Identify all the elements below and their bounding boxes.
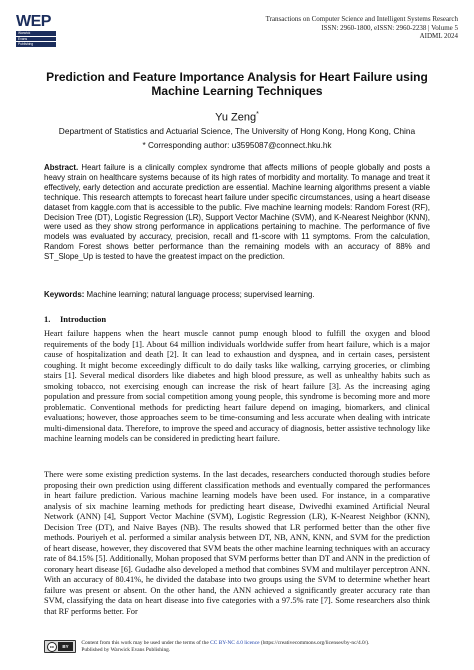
author-affiliation: Department of Statistics and Actuarial Science, The University of Hong Kong, Hong Kong, China [58,126,416,136]
intro-paragraph-2: There were some existing prediction systems. In the last decades, researchers conducted thorough studies before proposing their own prediction using different classification methods and eventually compared the performances in heart failure prediction. Various machine learning models have been used. For instance, in a comparative analysis of six machine learning methods for predicting heart disease, Dwivedhi examined Artificial Neural Network (ANN) [4], Support Vector Machine (SVM), Logistic Regression (LR), K-Nearest Neighbor (KNN), Decision Tree (DT), and Naive Bayes (NB). The results showed that LR performed better than the other five methods. Pouriyeh et al. performed a similar analysis between DT, NB, ANN, KNN, and SVM for the prediction of heart disease, however, they discovered that SVM beats the other machine learning techniques with an accuracy rate of 84.15% [5]. Additionally, Mohan proposed that SVM performs better than DT and ANN in the prediction of coronary heart disease [6]. Gudadhe also developed a method that combines SVM and multilayer perceptron ANN. With an accuracy of 80.41%, he divided the database into two groups using the SVM to determine whether heart failure was present or absent. On the other hand, the ANN achieved a significantly greater accuracy rate than SVM, classifying the data on heart disease into five categories with a 97.5% rate [7]. Some researchers also think that RF performs better. For [44,470,430,616]
abstract-text: Heart failure is a clinically complex syndrome that affects millions of people globally and posts a heavy strain on healthcare systems because of its high rates of morbidity and mortality. To manage and treat it effectively, early detection and accurate prediction are essential. Machine learning algorithms present a viable technique. This research attempts to forecast heart failure under specific circumstances, using a heart disease dataset from kaggle.com that is accessible to the public. Five machine learning models: Random Forest (RF), Decision Tree (DT), Logistic Regression (LR), Support Vector Machine (SVM), and K-Nearest Neighbor (KNN), were used as they show strong performance in applications pertaining to machine. The performance of five models was evaluated by accuracy, precision, recall and f1-score with 11 symptoms. From the calculation, Random Forest shows better performance than the remaining models with an accuracy of 88% and ST_Slope_Up is tested to have the greatest impact on the prediction. [44,163,430,262]
author-line [0,108,474,125]
intro-paragraph-1: Heart failure happens when the heart muscle cannot pump enough blood to fulfill the oxygen and blood requirements of the body [1]. About 64 million individuals worldwide suffer from heart failure, which is a major cause of hospitalization and death [2]. It can lead to exhaustion and dyspnea, and in certain cases, persistent coughing. It might become exceedingly difficult to do daily tasks like walking, carrying groceries, or climbing stairs [1]. Several medical disorders like diabetes and high blood pressure, as well as unhealthy habits such as smoking tobacco, not exercising enough can increase the risk of heart failure [3]. As the increasing aging population and pressure from social competition among young people, this syndrome is becoming more and more problematic. Conventional methods for predicting heart failure depend on imaging, biomarkers, and clinical evaluations; however, those approaches seem to be time-consuming and less accurate when dealing with intricate multi-dimensional data. Therefore, to improve the speed and accuracy of diagnosis, better assistive technology like machine learning models can be considered in predicting heart failure. [44,329,430,444]
license-prefix: Content from this work may be used under the terms of the [81,640,209,646]
corresponding-author: * Corresponding author: u3595087@connect.hku.hk [142,141,332,150]
cc-circle: cc [47,642,57,652]
license-url: (https://creativecommons.org/licenses/by-nc/4.0/). [260,640,370,646]
keywords [44,290,430,300]
section-heading [44,314,106,324]
journal-name: Transactions on Computer Science and Intelligent Systems Research [265,15,458,23]
keywords-label: Keywords: [44,290,85,299]
abstract [44,163,430,262]
logo-line-3: Publishing [16,42,56,47]
paper-title: Prediction and Feature Importance Analysis for Heart Failure using Machine Learning Techniques [46,70,428,98]
journal-issn: ISSN: 2960-1800, eISSN: 2960-2238 | Volume 5 [321,23,458,32]
section-number: 1. [44,314,51,324]
license-text [81,640,369,654]
cc-license-icon [44,640,76,653]
license-footer [44,640,444,654]
logo-line-2: Evans [16,37,56,42]
logo-line-1: Warwick [16,31,56,36]
journal-header [266,15,458,41]
license-link[interactable]: CC BY-NC 4.0 licence [210,640,260,646]
logo-wordmark: WEP [16,13,51,30]
section-title: Introduction [60,314,107,324]
publisher-logo [16,14,56,47]
abstract-label: Abstract. [44,163,79,172]
keywords-text: Machine learning; natural language process; supervised learning. [86,290,315,299]
author-name: Yu Zeng [215,111,257,124]
publisher-line: Published by Warwick Evans Publishing. [81,647,171,653]
cc-by-label: BY [58,642,73,651]
author-mark: * [256,111,259,118]
journal-conference: AIDML 2024 [419,32,458,41]
